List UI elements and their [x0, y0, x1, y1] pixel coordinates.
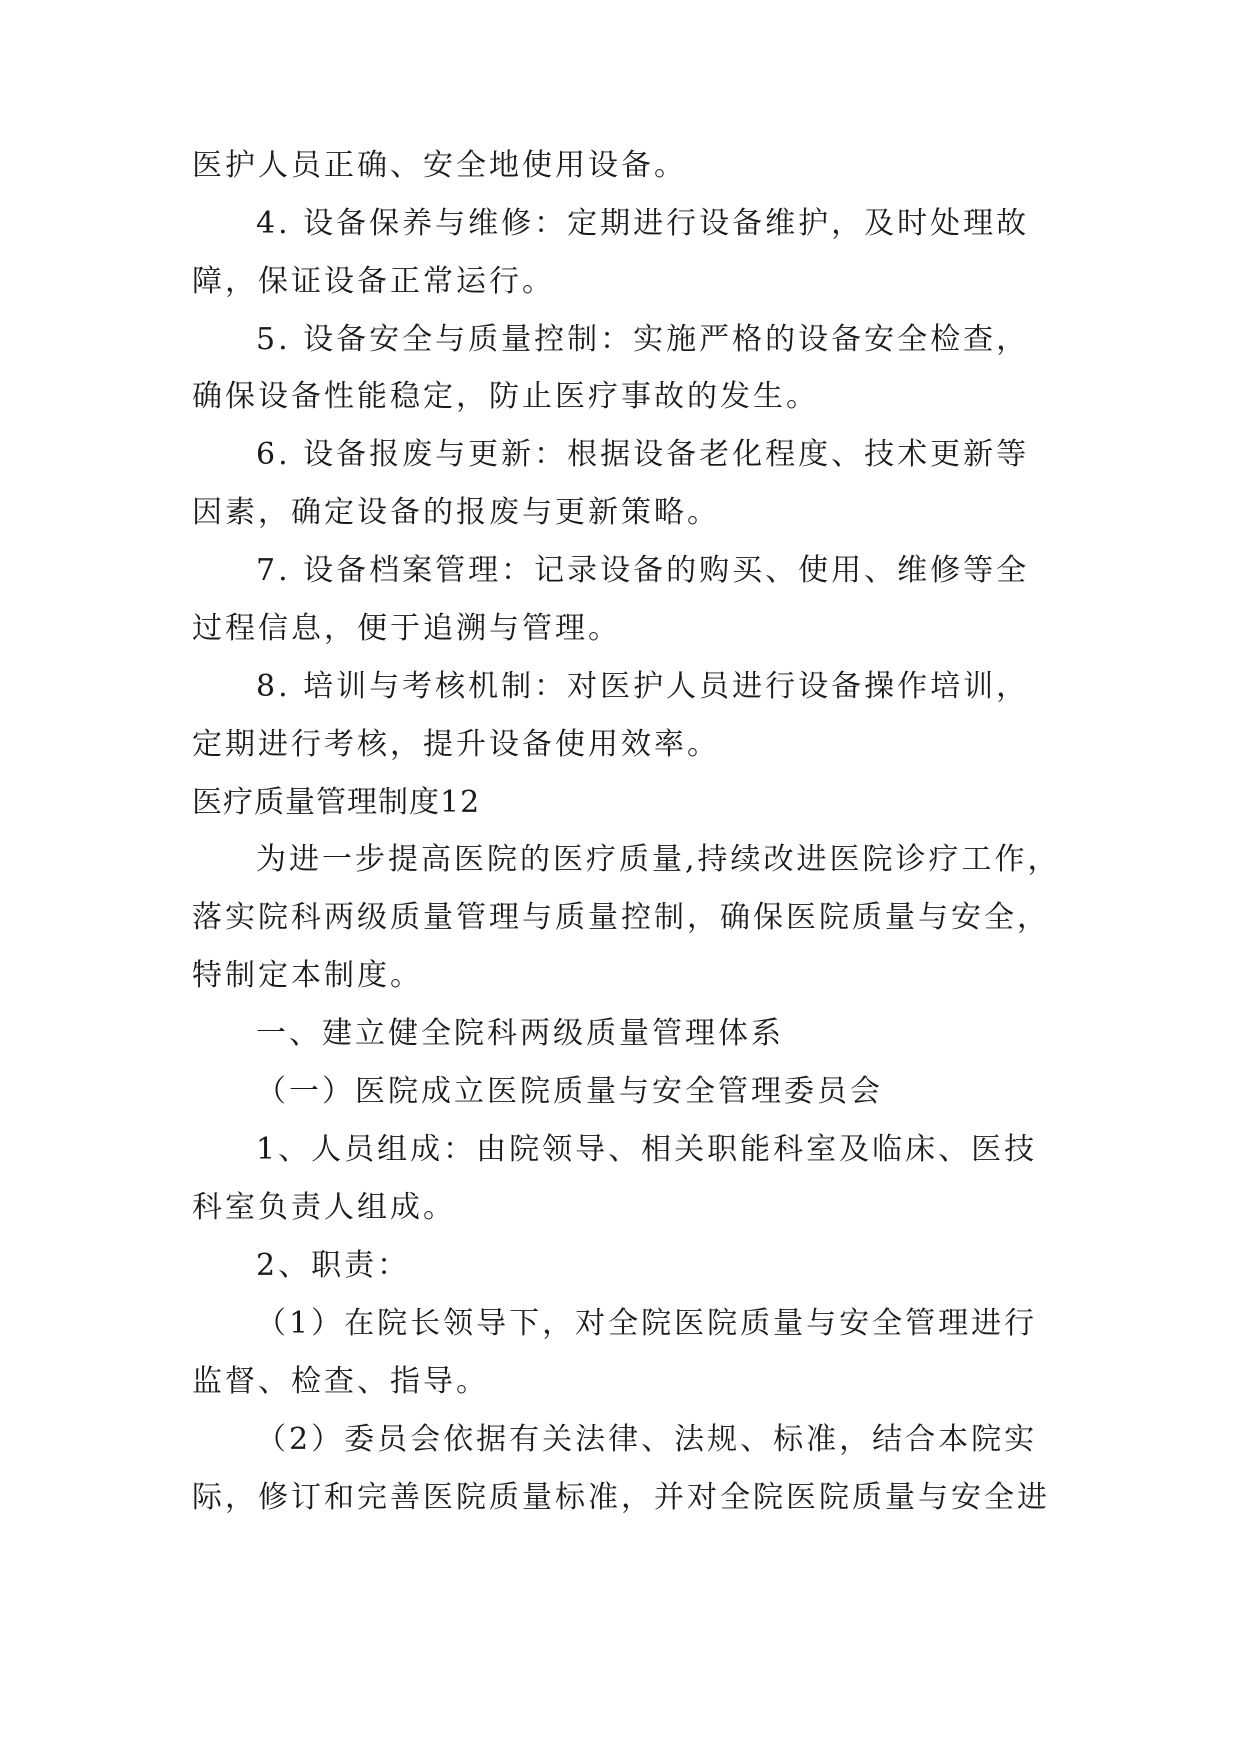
text-line: 障，保证设备正常运行。 [192, 264, 555, 299]
text-line: 4. 设备保养与维修：定期进行设备维护，及时处理故 [256, 206, 1030, 241]
text-line: 科室负责人组成。 [192, 1190, 456, 1225]
text-line: （一）医院成立医院质量与安全管理委员会 [256, 1074, 883, 1109]
text-line: 监督、检查、指导。 [192, 1364, 489, 1399]
text-line: 6. 设备报废与更新：根据设备老化程度、技术更新等 [256, 437, 1030, 472]
text-line: （1）在院长领导下，对全院医院质量与安全管理进行 [256, 1306, 1038, 1341]
text-line: 定期进行考核，提升设备使用效率。 [192, 727, 720, 762]
text-line: 一、建立健全院科两级质量管理体系 [256, 1016, 784, 1051]
text-line: 1、人员组成：由院领导、相关职能科室及临床、医技 [256, 1132, 1038, 1167]
text-line: 医护人员正确、安全地使用设备。 [192, 148, 687, 183]
text-line: 5. 设备安全与质量控制：实施严格的设备安全检查， [256, 322, 1030, 357]
text-line: 8. 培训与考核机制：对医护人员进行设备操作培训， [256, 669, 1030, 704]
text-line: 为进一步提高医院的医疗质量,持续改进医院诊疗工作， [256, 842, 1061, 877]
text-line: 特制定本制度。 [192, 958, 423, 993]
text-line: 落实院科两级质量管理与质量控制，确保医院质量与安全， [192, 900, 1050, 935]
text-line: 因素，确定设备的报废与更新策略。 [192, 495, 720, 530]
text-line: 7. 设备档案管理：记录设备的购买、使用、维修等全 [256, 553, 1030, 588]
text-line: （2）委员会依据有关法律、法规、标准，结合本院实 [256, 1422, 1038, 1457]
text-line: 确保设备性能稳定，防止医疗事故的发生。 [192, 379, 819, 414]
text-line: 2、职责： [256, 1248, 411, 1283]
text-line: 际，修订和完善医院质量标准，并对全院医院质量与安全进 [192, 1480, 1050, 1515]
section-title: 医疗质量管理制度12 [192, 785, 481, 820]
text-line: 过程信息，便于追溯与管理。 [192, 611, 621, 646]
